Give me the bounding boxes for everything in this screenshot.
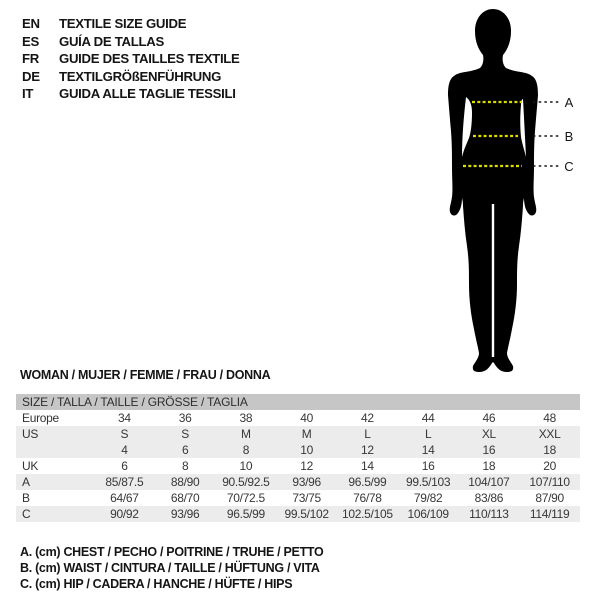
language-title: TEXTILGRÖßENFÜHRUNG [59,68,222,84]
language-row-fr [22,50,240,68]
language-code: EN [22,16,40,31]
legend-hip: C. (cm) HIP / CADERA / HANCHE / HÜFTE / HIPS [20,576,293,591]
size-cell: XXL [538,427,561,441]
hip-letter: C [564,159,574,174]
waist-letter: B [564,129,574,144]
size-cell: 88/90 [170,475,200,489]
table-row-waist [16,490,580,506]
size-cell: 99.5/103 [405,475,451,489]
row-label [16,442,94,458]
table-row-europe [16,410,580,426]
woman-silhouette-svg [420,5,600,377]
size-table [16,394,580,522]
size-cell: 96.5/99 [348,475,387,489]
size-cell: 70/72.5 [226,491,265,505]
language-row-de [22,68,240,86]
size-cell: 12 [361,443,374,457]
language-code: DE [22,68,40,84]
size-cell: 107/110 [529,475,570,489]
size-cell: XL [481,427,496,441]
size-cell: 79/82 [413,491,443,505]
size-cell: 106/109 [407,507,449,521]
size-cell: 36 [178,411,192,425]
size-cell: L [424,427,432,441]
size-cell: 76/78 [353,491,382,505]
language-row-it [22,85,240,103]
language-code: ES [22,33,39,49]
measurement-legend [20,545,323,592]
language-title: TEXTILE SIZE GUIDE [59,16,187,31]
size-cell: 18 [482,459,496,473]
size-cell: 68/70 [170,491,200,505]
size-cell: S [120,427,129,441]
row-label: C [22,507,31,521]
size-cell: 38 [239,411,253,425]
size-cell: 99.5/102 [284,507,329,521]
row-label: Europe [22,411,59,425]
size-cell: 44 [421,411,435,425]
language-code: IT [22,86,34,101]
language-title: GUIDE DES TAILLES TEXTILE [59,51,240,66]
size-table-grid [16,410,580,522]
size-cell: 64/67 [110,491,139,505]
size-cell: 8 [181,459,189,473]
language-title: GUIDA ALLE TAGLIE TESSILI [59,86,236,101]
size-cell: M [241,427,251,441]
size-cell: 110/113 [469,507,509,521]
size-cell: 10 [239,459,253,473]
row-label: B [22,491,30,505]
size-cell: 34 [118,411,131,425]
row-label: US [22,427,39,441]
size-cell: 90.5/92.5 [222,475,270,489]
size-cell: L [364,427,371,441]
size-table-header: SIZE / TALLA / TAILLE / GRÖSSE / TAGLIA [16,394,580,410]
size-cell: 73/75 [292,491,321,505]
size-cell: 8 [242,443,250,457]
size-cell: 83/86 [474,491,504,505]
size-cell: M [301,427,312,441]
table-title: WOMAN / MUJER / FEMME / FRAU / DONNA [20,368,271,382]
size-cell: 42 [361,411,374,425]
size-cell: 40 [300,411,313,425]
size-cell: S [181,427,189,441]
legend-waist: B. (cm) WAIST / CINTURA / TAILLE / HÜFTUNG / VITA [20,560,320,575]
size-cell: 102.5/105 [342,507,393,521]
table-row-us-letter [16,426,580,442]
size-cell: 16 [482,443,496,457]
size-cell: 4 [121,443,128,457]
size-cell: 48 [543,411,556,425]
size-cell: 12 [300,459,313,473]
chest-letter: A [564,95,574,110]
size-cell: 96.5/99 [226,507,265,521]
language-row-en [22,15,240,33]
size-cell: 46 [482,411,496,425]
legend-chest: A. (cm) CHEST / PECHO / POITRINE / TRUHE / PETTO [20,545,324,559]
size-cell: 90/92 [110,507,139,521]
table-row-us-numeric [16,442,580,458]
table-row-hip [16,506,580,522]
language-title-list [22,15,240,103]
table-row-uk [16,458,580,474]
size-cell: 20 [543,459,556,473]
size-cell: 6 [181,443,189,457]
size-cell: 10 [300,443,313,457]
row-label: A [22,475,30,489]
size-cell: 114/119 [529,507,570,521]
size-cell: 14 [421,443,435,457]
size-cell: 93/96 [170,507,200,521]
table-row-chest [16,474,580,490]
measurement-figure [420,5,600,377]
size-cell: 14 [361,459,374,473]
language-code: FR [22,51,39,66]
size-cell: 87/90 [535,491,564,505]
row-label: UK [22,459,39,473]
size-cell: 18 [543,443,556,457]
size-cell: 16 [421,459,435,473]
size-cell: 104/107 [468,475,510,489]
language-row-es [22,33,240,51]
size-cell: 93/96 [292,475,321,489]
size-cell: 6 [121,459,128,473]
language-title: GUÍA DE TALLAS [59,33,164,49]
size-cell: 85/87.5 [105,475,144,489]
